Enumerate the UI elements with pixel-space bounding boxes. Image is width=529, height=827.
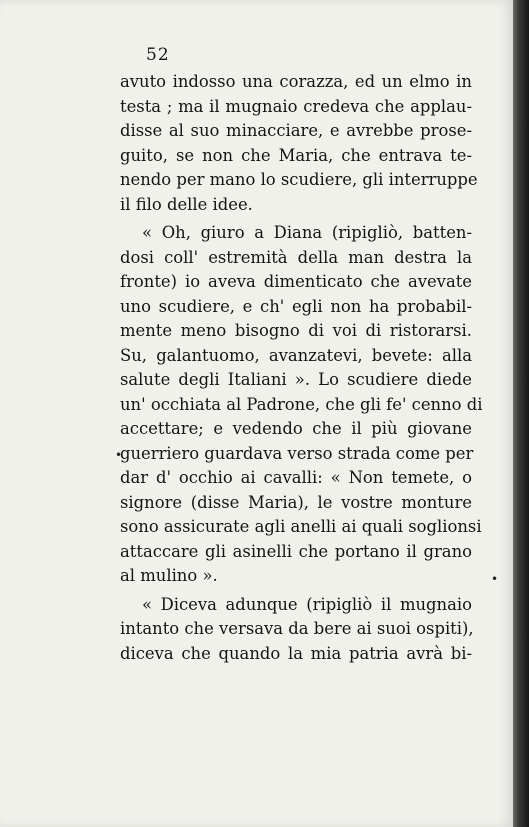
text-line: guito, se non che Maria, che entrava te- [120, 145, 472, 165]
page-number: 52 [146, 45, 170, 65]
text-line: accettare; e vedendo che il più giovane [120, 419, 472, 438]
margin-mark: • [115, 448, 123, 462]
text-line: mente meno bisogno di voi di ristorarsi. [120, 321, 472, 340]
text-line: un' occhiata al Padrone, che gli fe' cenno di [120, 394, 483, 414]
text-line: fronte) io aveva dimenticato che avevate [120, 272, 472, 291]
text-line: signore (disse Maria), le vostre monture [120, 492, 472, 512]
body-text [120, 70, 483, 666]
text-line: uno scudiere, e ch' egli non ha probabil- [120, 296, 472, 316]
text-line: diceva che quando la mia patria avrà bi- [120, 643, 472, 663]
page-edge [513, 0, 529, 827]
text-line: al mulino ». [120, 566, 218, 585]
text-line: Su, galantuomo, avanzatevi, bevete: alla [120, 345, 472, 365]
text-line: « Diceva adunque (ripigliò il mugnaio [142, 594, 472, 614]
text-line: disse al suo minacciare, e avrebbe prose- [120, 121, 472, 140]
text-line: il filo delle idee. [120, 194, 253, 214]
text-line: « Oh, giuro a Diana (ripigliò, batten- [142, 223, 472, 242]
text-line: testa ; ma il mugnaio credeva che applau- [120, 96, 472, 116]
text-line: attaccare gli asinelli che portano il grano [120, 541, 472, 561]
text-line: dar d' occhio ai cavalli: « Non temete, o [120, 468, 472, 487]
text-line: sono assicurate agli anelli ai quali soglionsi [120, 517, 482, 536]
margin-mark: • [491, 572, 499, 586]
text-line: avuto indosso una corazza, ed un elmo in [120, 72, 472, 91]
text-line: intanto che versava da bere ai suoi ospiti), [120, 619, 474, 638]
text-line: guerriero guardava verso strada come per [120, 443, 474, 463]
text-line: salute degli Italiani ». Lo scudiere diede [120, 370, 472, 389]
text-line: dosi coll' estremità della man destra la [120, 247, 472, 267]
text-line: nendo per mano lo scudiere, gli interruppe [120, 170, 478, 189]
